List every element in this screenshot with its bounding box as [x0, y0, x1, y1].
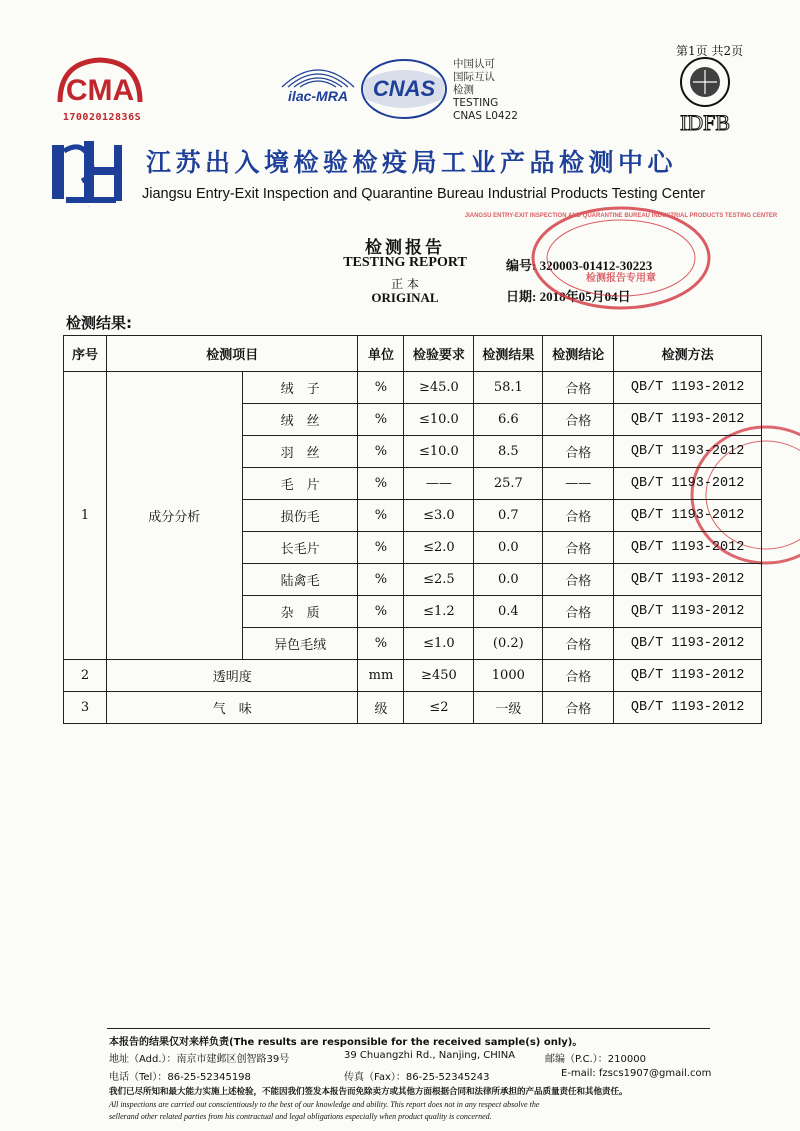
footer-tel: 电话（Tel）：86-25-52345198 — [109, 1072, 251, 1083]
result-cell: 58.1 — [474, 372, 543, 404]
report-date-value: 2018年05月04日 — [539, 289, 631, 304]
method-cell: QB/T 1193-2012 — [614, 372, 762, 404]
result-cell: 一级 — [474, 692, 543, 724]
method-cell: QB/T 1193-2012 — [614, 404, 762, 436]
item-cell: 毛 片 — [242, 468, 358, 500]
conclusion-cell: 合格 — [543, 436, 614, 468]
item-cell: 绒 子 — [242, 372, 358, 404]
group-name: 成分分析 — [106, 372, 242, 660]
requirement-cell: ≥45.0 — [404, 372, 474, 404]
result-cell: 1000 — [474, 660, 543, 692]
method-cell: QB/T 1193-2012 — [614, 468, 762, 500]
header-cell: 检验要求 — [404, 336, 474, 372]
conclusion-cell: 合格 — [543, 628, 614, 660]
jsl-logo — [46, 137, 132, 209]
report-number-value: 320003-01412-30223 — [539, 258, 653, 273]
footer-postcode: 邮编（P.C.）：210000 — [545, 1054, 646, 1065]
cnas-text: CNAS — [372, 76, 436, 101]
method-cell: QB/T 1193-2012 — [614, 436, 762, 468]
footer-responsibility: 本报告的结果仅对来样负责(The results are responsible for the received sample(s) only)。 — [109, 1037, 583, 1048]
ilac-text: ilac-MRA — [288, 88, 348, 104]
requirement-cell: —— — [404, 468, 474, 500]
cma-logo-text: CMA — [65, 74, 135, 107]
item-cell: 绒 丝 — [242, 404, 358, 436]
unit-cell: % — [358, 500, 404, 532]
unit-cell: % — [358, 532, 404, 564]
table-header-row — [64, 336, 762, 372]
item-cell: 透明度 — [106, 660, 358, 692]
result-cell: 0.7 — [474, 500, 543, 532]
unit-cell: % — [358, 468, 404, 500]
footer-address-row — [109, 1050, 646, 1065]
report-title-en: TESTING REPORT — [343, 255, 467, 270]
requirement-cell: ≤3.0 — [404, 500, 474, 532]
requirement-cell: ≤2 — [404, 692, 474, 724]
method-cell: QB/T 1193-2012 — [614, 692, 762, 724]
method-cell: QB/T 1193-2012 — [614, 596, 762, 628]
method-cell: QB/T 1193-2012 — [614, 564, 762, 596]
ilac-mra-logo — [272, 57, 364, 113]
header-cell: 检测结论 — [543, 336, 614, 372]
conclusion-cell: 合格 — [543, 532, 614, 564]
unit-cell: % — [358, 628, 404, 660]
conclusion-cell: 合格 — [543, 596, 614, 628]
table-row — [64, 372, 762, 404]
cnas-accreditation-text — [453, 58, 518, 123]
row-number: 2 — [64, 660, 107, 692]
row-number: 1 — [64, 372, 107, 660]
report-number-label: 编号: — [506, 258, 537, 273]
unit-cell: % — [358, 596, 404, 628]
footer-email: E-mail: fzscs1907@gmail.com — [561, 1068, 712, 1079]
cnas-line: 国际互认 — [453, 71, 495, 83]
unit-cell: % — [358, 564, 404, 596]
header-cell: 检测结果 — [474, 336, 543, 372]
unit-cell: % — [358, 436, 404, 468]
footer-divider — [107, 1028, 710, 1029]
unit-cell: % — [358, 372, 404, 404]
report-title-cn: 检测报告 — [365, 238, 445, 258]
results-table — [63, 335, 762, 724]
seal-center-text: 检测报告专用章 — [586, 273, 656, 284]
original-label-en: ORIGINAL — [371, 290, 439, 305]
item-cell: 损伤毛 — [242, 500, 358, 532]
idfb-logo — [660, 54, 750, 134]
method-cell: QB/T 1193-2012 — [614, 628, 762, 660]
idfb-text: IDFB — [679, 110, 731, 135]
results-label: 检测结果: — [66, 314, 132, 332]
item-cell: 陆禽毛 — [242, 564, 358, 596]
conclusion-cell: 合格 — [543, 660, 614, 692]
cnas-line: 中国认可 — [453, 58, 495, 70]
cma-number: 17002012836S — [62, 112, 142, 123]
row-number: 3 — [64, 692, 107, 724]
jsl-logo-text: JSL — [88, 207, 90, 208]
conclusion-cell: 合格 — [543, 692, 614, 724]
organization-name-en: Jiangsu Entry-Exit Inspection and Quarantine Bureau Industrial Products Testing Center — [142, 186, 706, 202]
unit-cell: 级 — [358, 692, 404, 724]
header-cell: 检测方法 — [614, 336, 762, 372]
seal-ring-text: JIANGSU ENTRY-EXIT INSPECTION AND QUARANTINE BUREAU INDUSTRIAL PRODUCTS TESTING CENTER — [464, 213, 778, 219]
footer-contact-row — [109, 1068, 712, 1083]
method-cell: QB/T 1193-2012 — [614, 532, 762, 564]
requirement-cell: ≤1.2 — [404, 596, 474, 628]
report-date-label: 日期: — [506, 289, 537, 304]
conclusion-cell: 合格 — [543, 500, 614, 532]
item-cell: 异色毛绒 — [242, 628, 358, 660]
cnas-logo — [358, 58, 450, 120]
footer-address: 地址（Add.）：南京市建邺区创智路39号 — [109, 1054, 290, 1065]
footer-fax: 传真（Fax）：86-25-52345243 — [344, 1072, 490, 1083]
page-number: 第1页 共2页 — [676, 44, 744, 58]
requirement-cell: ≤10.0 — [404, 404, 474, 436]
item-cell: 杂 质 — [242, 596, 358, 628]
header-cell: 序号 — [64, 336, 107, 372]
result-cell: 8.5 — [474, 436, 543, 468]
organization-name-cn: 江苏出入境检验检疫局工业产品检测中心 — [146, 148, 678, 177]
conclusion-cell: 合格 — [543, 372, 614, 404]
conclusion-cell: 合格 — [543, 564, 614, 596]
cnas-line: 检测 — [453, 84, 474, 96]
unit-cell: mm — [358, 660, 404, 692]
footer-disclaimer-cn: 我们已尽所知和最大能力实施上述检验，不能因我们签发本报告而免除卖方或其他方面根据合同和法律所承担的产品质量责任和其他责任。 — [109, 1087, 628, 1097]
original-label-cn: 正 本 — [391, 277, 419, 291]
conclusion-cell: —— — [543, 468, 614, 500]
cnas-line: CNAS L0422 — [453, 110, 518, 122]
cnas-line: TESTING — [453, 97, 499, 109]
footer-disclaimer-en-1: All inspections are carried out conscientiously to the best of our knowledge and ability. This report does not in any respect absolve the — [109, 1100, 540, 1109]
result-cell: 6.6 — [474, 404, 543, 436]
item-cell: 羽 丝 — [242, 436, 358, 468]
result-cell: 0.4 — [474, 596, 543, 628]
method-cell: QB/T 1193-2012 — [614, 660, 762, 692]
table-row — [64, 692, 762, 724]
requirement-cell: ≤2.5 — [404, 564, 474, 596]
footer-disclaimer-en-2: sellerand other related parties from his contractual and legal obligations especially when product quality is concerned. — [109, 1112, 492, 1121]
unit-cell: % — [358, 404, 404, 436]
result-cell: (0.2) — [474, 628, 543, 660]
item-cell: 长毛片 — [242, 532, 358, 564]
requirement-cell: ≤10.0 — [404, 436, 474, 468]
table-row — [64, 660, 762, 692]
footer-address-en: 39 Chuangzhi Rd., Nanjing, CHINA — [344, 1050, 516, 1061]
requirement-cell: ≥450 — [404, 660, 474, 692]
result-cell: 0.0 — [474, 532, 543, 564]
item-cell: 气 味 — [106, 692, 358, 724]
conclusion-cell: 合格 — [543, 404, 614, 436]
requirement-cell: ≤2.0 — [404, 532, 474, 564]
cma-logo — [50, 52, 150, 114]
result-cell: 0.0 — [474, 564, 543, 596]
requirement-cell: ≤1.0 — [404, 628, 474, 660]
method-cell: QB/T 1193-2012 — [614, 500, 762, 532]
result-cell: 25.7 — [474, 468, 543, 500]
header-cell: 检测项目 — [106, 336, 358, 372]
header-cell: 单位 — [358, 336, 404, 372]
